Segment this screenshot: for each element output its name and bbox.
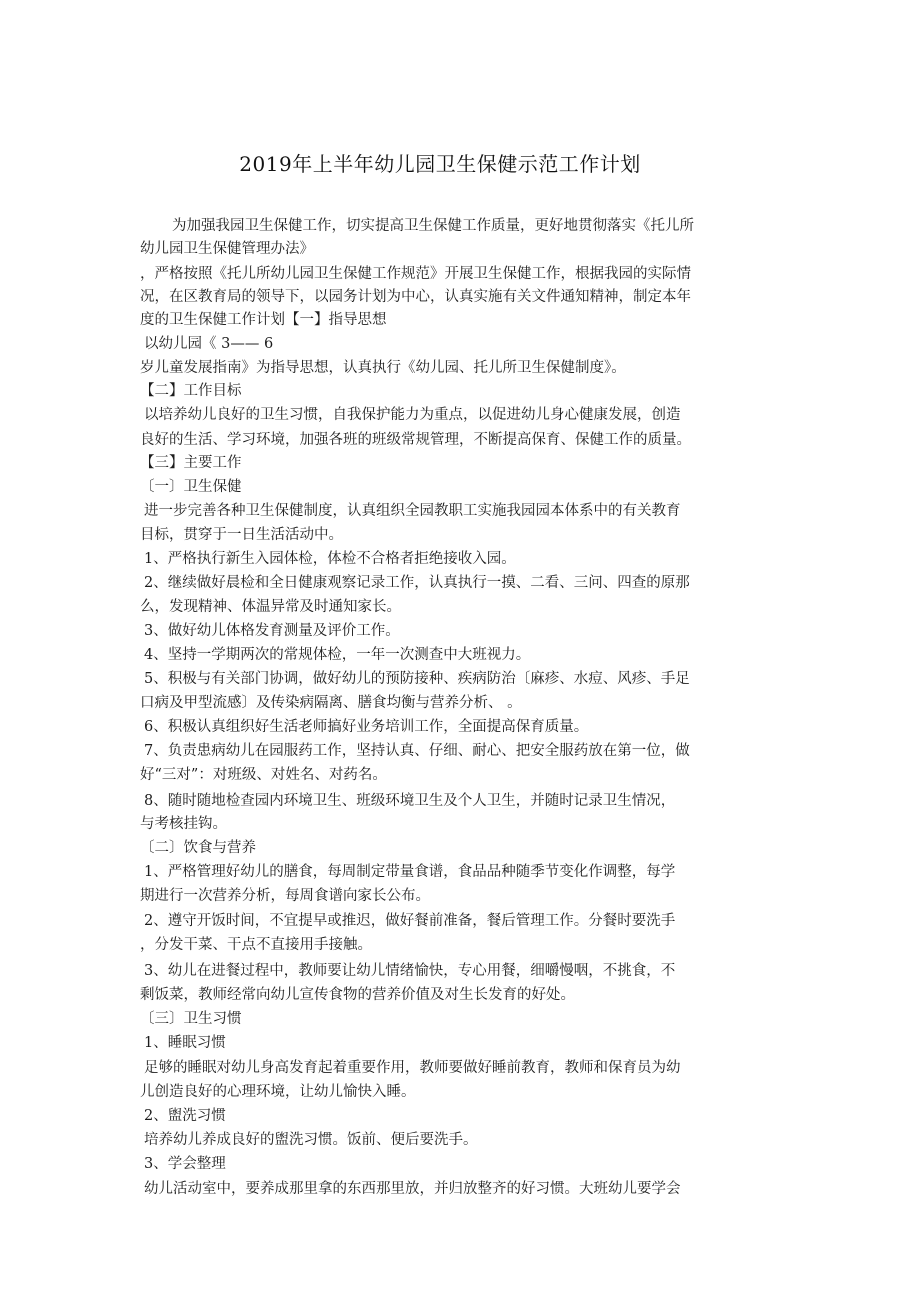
list-item: 3、学会整理 [144,1156,226,1172]
subsection-heading: 〔一〕卫生保健 [140,479,242,495]
text-line: 度的卫生保健工作计划【一】指导思想 [140,312,387,328]
list-item: 3、做好幼儿体格发育测量及评价工作。 [144,623,400,639]
list-item: 1、严格执行新生入园体检，体检不合格者拒绝接收入园。 [144,551,516,567]
subsection-heading: 〔三〕卫生习惯 [140,1011,242,1027]
text-line: 为加强我园卫生保健工作，切实提高卫生保健工作质量，更好地贯彻落实《托儿所 [172,218,694,234]
text-line: 进一步完善各种卫生保健制度，认真组织全园教职工实施我园园本体系中的有关教育 [144,503,681,519]
list-item: 1、严格管理好幼儿的膳食，每周制定带量食谱，食品品种随季节变化作调整，每学 [144,864,676,880]
list-item: 4、坚持一学期两次的常规体检，一年一次测查中大班视力。 [144,647,531,663]
text-line: 以培养幼儿良好的卫生习惯，自我保护能力为重点，以促进幼儿身心健康发展，创造 [144,407,681,423]
section-heading: 【二】工作目标 [140,383,242,399]
list-item: 3、幼儿在进餐过程中，教师要让幼儿情绪愉快，专心用餐，细嚼慢咽，不挑食，不 [144,963,676,979]
text-line: 幼儿活动室中，要养成那里拿的东西那里放，并归放整齐的好习惯。大班幼儿要学会 [144,1181,681,1197]
text-line: 幼儿园卫生保健管理办法》 [140,241,314,257]
text-line: 么，发现精神、体温异常及时通知家长。 [140,599,401,615]
document-title: 2019年上半年幼儿园卫生保健示范工作计划 [239,152,641,176]
text-line: 岁儿童发展指南》为指导思想，认真执行《幼儿园、托儿所卫生保健制度》。 [140,360,626,376]
list-item: 8、随时随地检查园内环境卫生、班级环境卫生及个人卫生，并随时记录卫生情况， [144,793,676,809]
text-line: ，严格按照《托儿所幼儿园卫生保健工作规范》开展卫生保健工作，根据我园的实际情 [140,266,691,282]
list-item: 1、睡眠习惯 [144,1035,226,1051]
list-item: 7、负责患病幼儿在园服药工作，坚持认真、仔细、耐心、把安全服药放在第一位，做 [144,743,690,759]
text-line: 好“三对”：对班级、对姓名、对药名。 [140,767,387,783]
list-item: 5、积极与有关部门协调，做好幼儿的预防接种、疾病防治〔麻疹、水痘、风疹、手足 [144,671,690,687]
text-line: 口病及甲型流感〕及传染病隔离、膳食均衡与营养分析、 。 [140,695,522,711]
list-item: 6、积极认真组织好生活老师搞好业务培训工作，全面提高保育质量。 [144,719,589,735]
text-line: 剩饭菜，教师经常向幼儿宣传食物的营养价值及对生长发育的好处。 [140,987,575,1003]
text-line: ，分发干菜、干点不直接用手接触。 [140,937,372,953]
text-line: 良好的生活、学习环境，加强各班的班级常规管理，不断提高保育、保健工作的质量。 [140,432,691,448]
text-line: 儿创造良好的心理环境，让幼儿愉快入睡。 [140,1084,416,1100]
list-item: 2、遵守开饭时间，不宜提早或推迟，做好餐前准备，餐后管理工作。分餐时要洗手 [144,913,676,929]
text-line: 目标，贯穿于一日生活活动中。 [140,527,343,543]
list-item: 2、继续做好晨检和全日健康观察记录工作，认真执行一摸、二看、三问、四查的原那 [144,575,690,591]
section-heading: 【三】主要工作 [140,455,242,471]
text-line: 期进行一次营养分析，每周食谱向家长公布。 [140,888,430,904]
text-line: 培养幼儿养成良好的盥洗习惯。饭前、便后要洗手。 [144,1132,478,1148]
text-line: 况，在区教育局的领导下，以园务计划为中心，认真实施有关文件通知精神，制定本年 [140,289,691,305]
text-line: 与考核挂钩。 [140,816,227,832]
text-line: 足够的睡眠对幼儿身高发育起着重要作用，教师要做好睡前教育，教师和保育员为幼 [144,1060,681,1076]
text-line: 以幼儿园《 3—— 6 [144,336,274,352]
subsection-heading: 〔二〕饮食与营养 [140,840,256,856]
list-item: 2、盥洗习惯 [144,1108,226,1124]
